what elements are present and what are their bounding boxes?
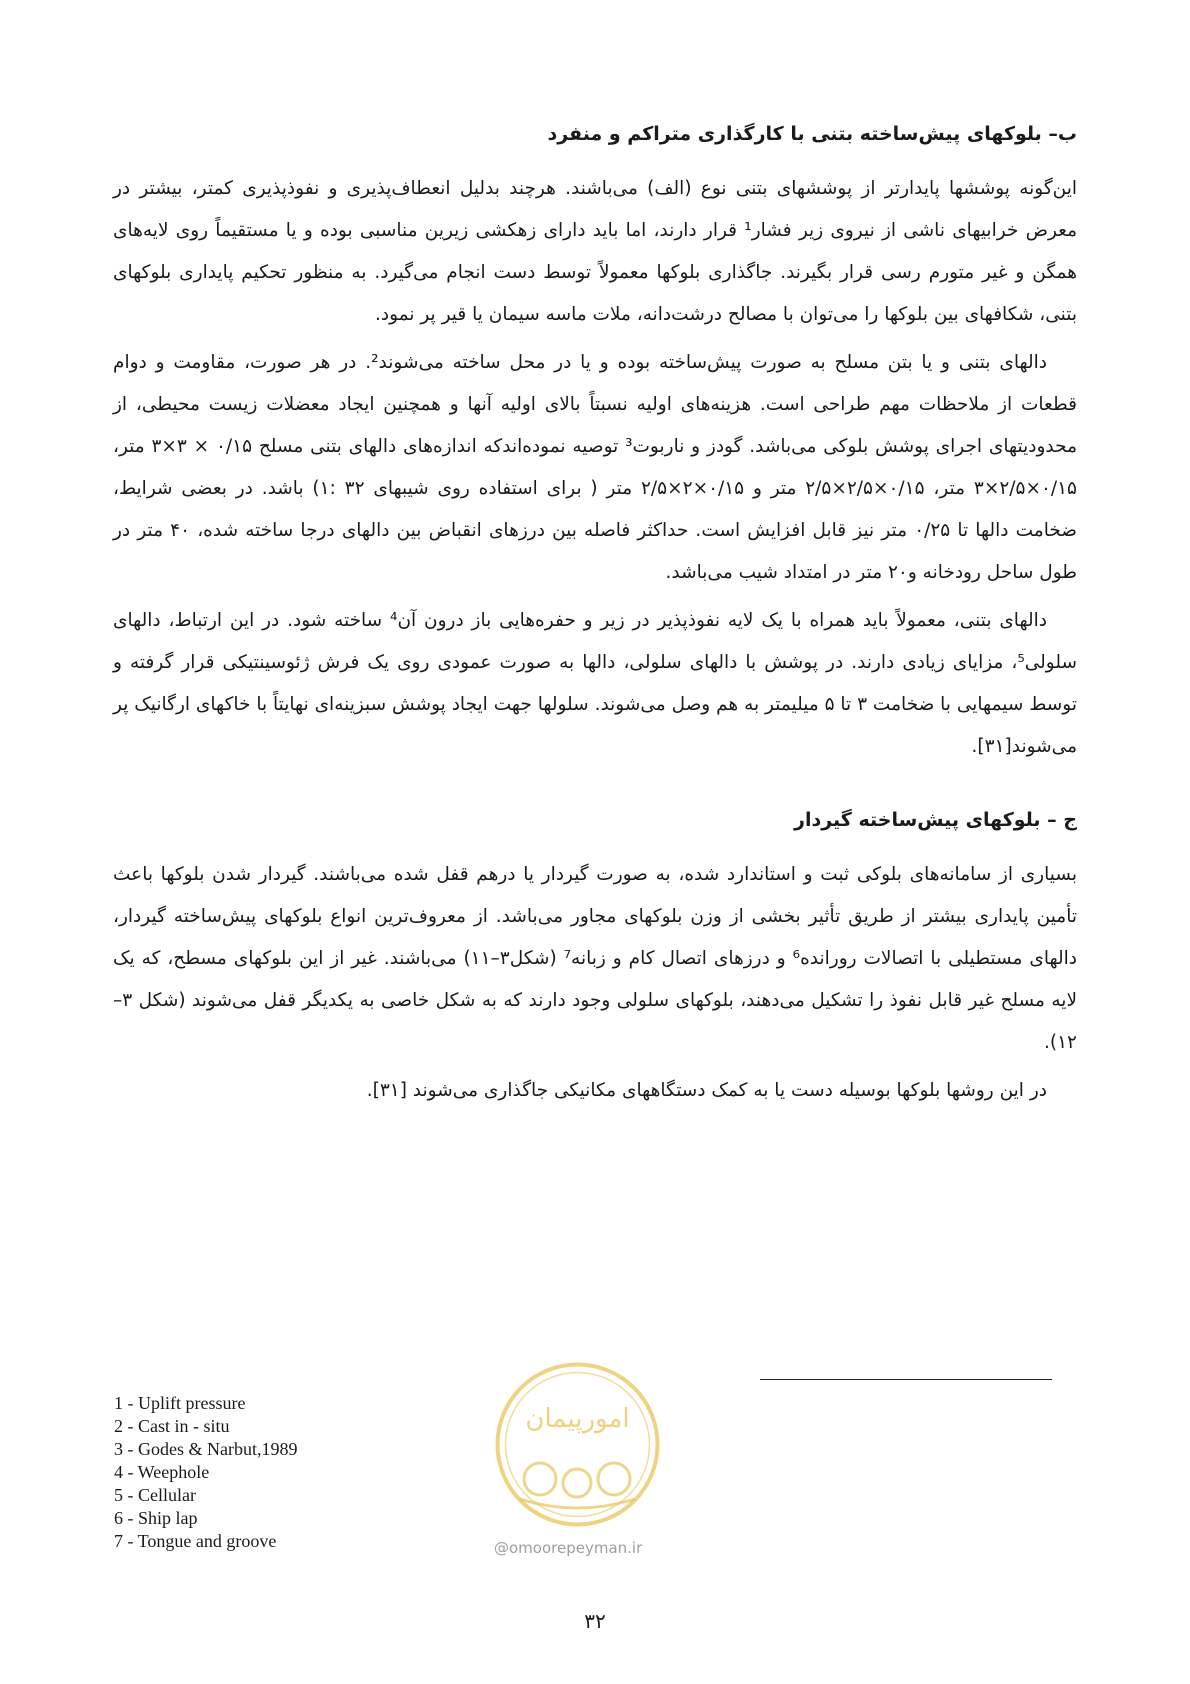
- footnotes: [114, 1392, 297, 1553]
- footnote-7: 7 - Tongue and groove: [114, 1531, 277, 1551]
- footnote-1: 1 - Uplift pressure: [114, 1393, 246, 1413]
- footnote-3: 3 - Godes & Narbut,1989: [114, 1439, 298, 1459]
- section-c-paragraph-2: در این روشها بلوکها بوسیله دست یا به کمک دستگاههای مکانیکی جاگذاری می‌شوند [۳۱].: [366, 1080, 1047, 1101]
- watermark-logo-text: امورپیمان: [525, 1404, 630, 1434]
- section-spacer: [113, 768, 1077, 804]
- page-number: ۳۲: [584, 1609, 606, 1633]
- footnote-6: 6 - Ship lap: [114, 1508, 198, 1528]
- main-content: [113, 118, 1077, 1112]
- section-b-paragraph-3: دالهای بتنی، معمولاً باید همراه با یک لایه نفوذپذیر در زیر و حفره‌هایی باز درون آن⁴ ساخته شود. در این ارتباط، دالهای سلولی⁵، مزایای زیادی دارند. در پوشش با دالهای سلولی، دالها به صورت عمودی روی یک فرش ژئوسینتیکی قرار گرفته و توسط سیمهایی با ضخامت ۳ تا ۵ میلیمتر به هم وصل می‌شوند. سلولها جهت ایجاد پوشش سبزینه‌ای نهایتاً با خاکهای ارگانیک پر می‌شوند[۳۱].: [113, 610, 1077, 757]
- section-b-paragraph-1: این‌گونه پوششها پایدارتر از پوششهای بتنی نوع (الف) می‌باشند. هرچند بدلیل انعطاف‌پذیری و نفوذپذیری کمتر، بیشتر در معرض خرابیهای ناشی از نیروی زیر فشار¹ قرار دارند، اما باید دارای زهکشی زیرین مناسبی بوده و یا مستقیماً روی لایه‌های همگن و غیر متورم رسی قرار بگیرند. جاگذاری بلوکها معمولاً توسط دست انجام می‌گیرد. به منظور تحکیم پایداری بلوکهای بتنی، شکافهای بین بلوکها را می‌توان با مصالح درشت‌دانه، ملات ماسه سیمان یا قیر پر نمود.: [113, 178, 1077, 325]
- section-b-heading: ب– بلوکهای پیش‌ساخته بتنی با کارگذاری متراکم و منفرد: [547, 123, 1077, 145]
- footnote-5: 5 - Cellular: [114, 1485, 196, 1505]
- section-b-paragraph-2: دالهای بتنی و یا بتن مسلح به صورت پیش‌ساخته بوده و یا در محل ساخته می‌شوند². در هر صورت، مقاومت و دوام قطعات از ملاحظات مهم طراحی است. هزینه‌های اولیه نسبتاً بالای اولیه آنها و همچنین ایجاد معضلات زیست محیطی، از محدودیتهای اجرای پوشش بلوکی می‌باشد. گودز و ناربوت³ توصیه نموده‌اندکه اندازه‌های دالهای بتنی مسلح ۰/۱۵ × ۳×۳ متر، ۰/۱۵×۲/۵×۳ متر، ۰/۱۵×۲/۵×۲/۵ متر و ۰/۱۵×۲×۲/۵ متر ( برای استفاده روی شیبهای ۳۲ :۱) باشد. در بعضی شرایط، ضخامت دالها تا ۰/۲۵ متر نیز قابل افزایش است. حداکثر فاصله بین درزهای انقباض بین دالهای درجا ساخته شده، ۴۰ متر در طول ساحل رودخانه و۲۰ متر در امتداد شیب می‌باشد.: [113, 352, 1077, 583]
- watermark-logo: [490, 1357, 665, 1532]
- watermark-url: @omoorepeyman.ir: [494, 1539, 643, 1557]
- footnote-4: 4 - Weephole: [114, 1462, 210, 1482]
- section-c-heading: ج – بلوکهای پیش‌ساخته گیردار: [794, 809, 1077, 831]
- footnote-divider: [760, 1379, 1052, 1380]
- section-c-paragraph-1: بسیاری از سامانه‌های بلوکی ثبت و استاندارد شده، به صورت گیردار یا درهم قفل شده می‌باشند. گیردار شدن بلوکها باعث تأمین پایداری بیشتر از طریق تأثیر بخشی از وزن بلوکهای مجاور می‌باشد. از معروف‌ترین انواع بلوکهای پیش‌ساخته گیردار، دالهای مستطیلی با اتصالات رورانده⁶ و درزهای اتصال کام و زبانه⁷ (شکل۳–۱۱) می‌باشند. غیر از این بلوکهای مسطح، که یک لایه مسلح غیر قابل نفوذ را تشکیل می‌دهند، بلوکهای سلولی وجود دارند که به شکل خاصی به یکدیگر قفل می‌شوند (شکل ۳–۱۲).: [113, 864, 1077, 1053]
- footnote-2: 2 - Cast in - situ: [114, 1416, 230, 1436]
